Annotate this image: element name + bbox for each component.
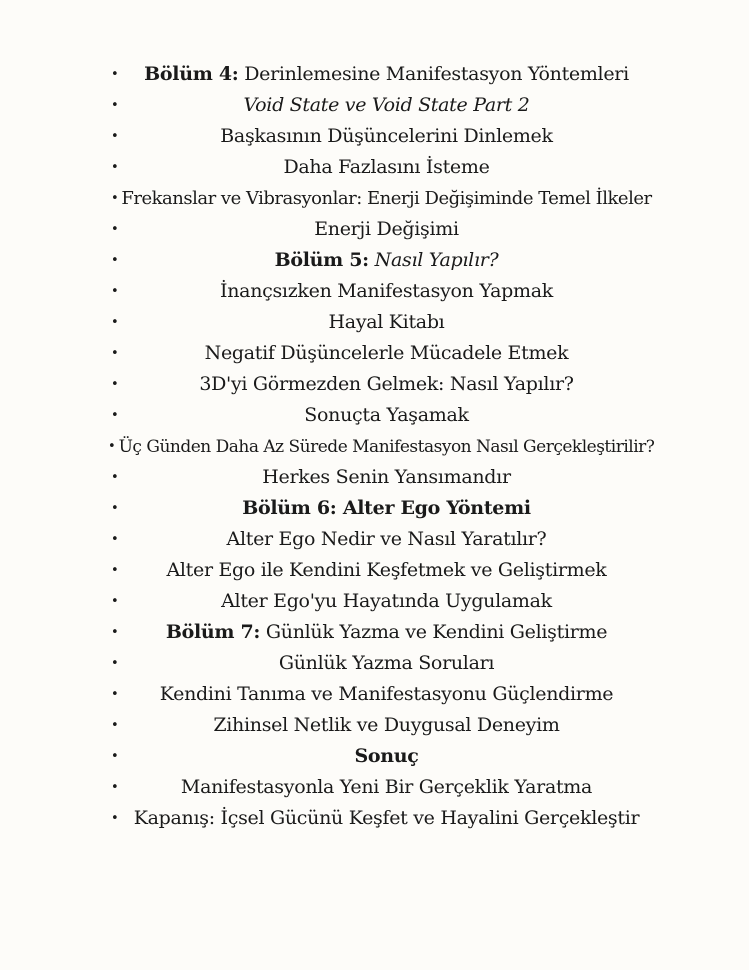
chapter-title: Nasıl Yapılır? [368,249,499,271]
bullet-icon: • [111,129,119,144]
toc-item-chapter-7 [0,617,749,648]
toc-item [0,152,749,183]
table-of-contents-list [0,59,749,834]
toc-item [0,121,749,152]
toc-item [0,679,749,710]
toc-item-text: Alter Ego ile Kendini Keşfetmek ve Geliştirmek [166,559,607,581]
chapter-label: Bölüm 4: [144,63,239,85]
toc-item-text: Sonuçta Yaşamak [304,404,469,426]
bullet-icon: • [111,253,119,268]
toc-item [0,400,749,431]
toc-item [0,586,749,617]
bullet-icon: • [111,67,119,82]
bullet-icon: • [111,501,119,516]
toc-item-text: Negatif Düşüncelerle Mücadele Etmek [204,342,569,364]
toc-item-text [251,245,499,276]
toc-item [0,307,749,338]
bullet-icon: • [111,222,119,237]
toc-item-text: Kendini Tanıma ve Manifestasyonu Güçlendirme [159,683,614,705]
toc-item-text: Alter Ego Nedir ve Nasıl Yaratılır? [226,528,547,550]
toc-item-text: Kapanış: İçsel Gücünü Keşfet ve Hayalini Gerçekleştir [133,807,640,829]
toc-item-chapter-5 [0,245,749,276]
toc-item-text: Daha Fazlasını İsteme [283,156,490,178]
bullet-icon: • [111,346,119,361]
toc-item [0,431,749,462]
bullet-icon: • [111,98,119,113]
toc-item [0,90,749,121]
toc-item-text: 3D'yi Görmezden Gelmek: Nasıl Yapılır? [199,373,574,395]
toc-item-text: Manifestasyonla Yeni Bir Gerçeklik Yaratma [180,776,593,798]
chapter-label: Bölüm 7: [165,621,261,643]
toc-item [0,462,749,493]
bullet-icon: • [111,563,119,578]
bullet-icon: • [111,749,119,764]
toc-item-text: Hayal Kitabı [328,311,445,333]
bullet-icon: • [111,594,119,609]
bullet-icon: • [111,780,119,795]
toc-item [0,338,749,369]
toc-item-text: Başkasının Düşüncelerini Dinlemek [220,125,553,147]
bullet-icon: • [111,625,119,640]
toc-item-text: Bölüm 6: Alter Ego Yöntemi [242,497,531,519]
bullet-icon: • [111,687,119,702]
toc-item [0,276,749,307]
bullet-icon: • [111,377,119,392]
toc-item-text: Herkes Senin Yansımandır [262,466,511,488]
toc-item-text: Zihinsel Netlik ve Duygusal Deneyim [213,714,560,736]
toc-item-text: Enerji Değişimi [314,218,459,240]
toc-item-text: İnançsızken Manifestasyon Yapmak [220,280,553,302]
bullet-icon: • [111,408,119,423]
chapter-label: Bölüm 5: [274,249,369,271]
bullet-icon: • [111,284,119,299]
toc-item [0,524,749,555]
toc-item-text: Void State ve Void State Part 2 [243,94,530,116]
toc-item [0,369,749,400]
toc-item-text: Günlük Yazma Soruları [278,652,495,674]
bullet-icon: • [111,470,119,485]
bullet-icon: • [111,718,119,733]
toc-item-text [120,59,629,90]
toc-item-text [142,617,607,648]
toc-item-text: Sonuç [354,745,419,767]
toc-item-text: Alter Ego'yu Hayatında Uygulamak [221,590,552,612]
toc-item-text: Frekanslar ve Vibrasyonlar: Enerji Değişiminde Temel İlkeler [121,188,652,209]
bullet-icon: • [111,811,119,826]
bullet-icon: • [111,315,119,330]
chapter-title: Günlük Yazma ve Kendini Geliştirme [260,621,608,643]
bullet-icon: • [111,191,119,206]
toc-item [0,803,749,834]
toc-item [0,710,749,741]
toc-item-conclusion [0,741,749,772]
toc-item [0,214,749,245]
bullet-icon: • [111,160,119,175]
bullet-icon: • [108,439,116,454]
bullet-icon: • [111,532,119,547]
toc-item [0,183,749,214]
toc-item-text: Üç Günden Daha Az Sürede Manifestasyon Nasıl Gerçekleştirilir? [118,437,655,457]
toc-item [0,555,749,586]
toc-item-chapter-4 [0,59,749,90]
chapter-title: Derinlemesine Manifestasyon Yöntemleri [238,63,629,85]
toc-item-chapter-6 [0,493,749,524]
toc-item [0,648,749,679]
bullet-icon: • [111,656,119,671]
toc-item [0,772,749,803]
